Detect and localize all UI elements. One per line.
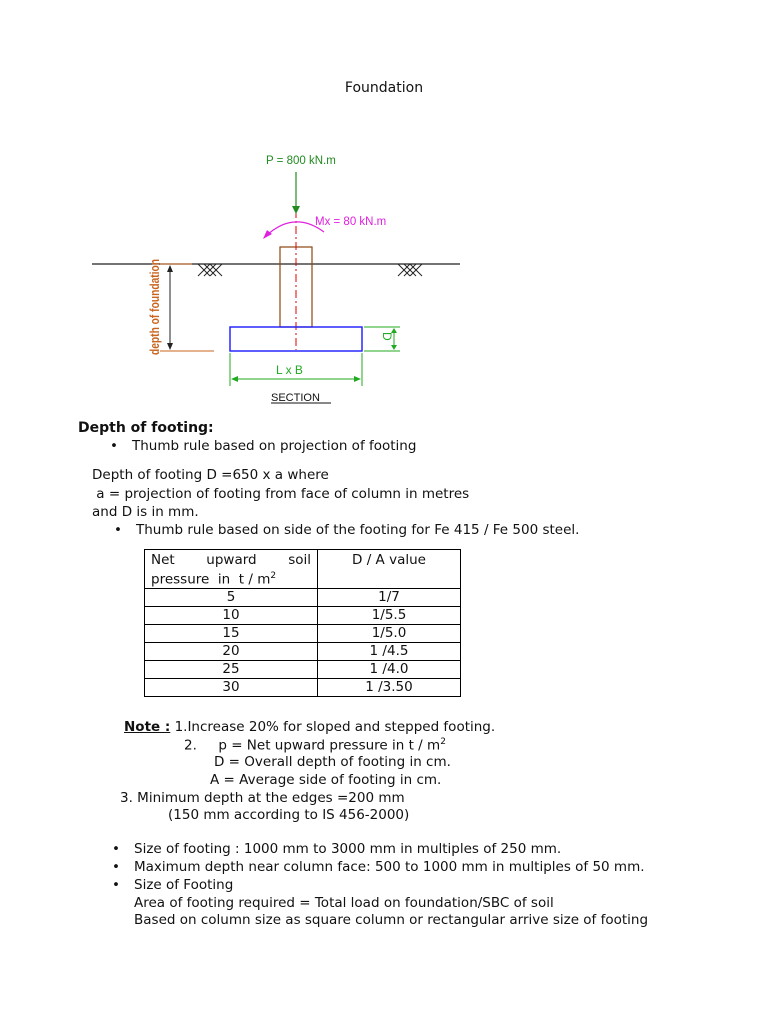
pressure-cell: 25 [145, 661, 318, 679]
header-soil-pressure: Net upward soil pressure in t / $m^2$ [145, 550, 318, 589]
table-header-row [145, 550, 461, 589]
depth-formula-line: Depth of footing D =650 x a where [92, 467, 329, 483]
table-row [145, 625, 461, 643]
area-required-line: Area of footing required = Total load on foundation/SBC of soil [134, 895, 554, 911]
bullet-max-depth: • Maximum depth near column face: 500 to 1000 mm in multiples of 50 mm. [134, 859, 645, 875]
bullet-side-rule: • Thumb rule based on side of the footing for Fe 415 / Fe 500 steel. [136, 522, 579, 538]
size-label: L x B [276, 363, 303, 377]
value-cell: 1 /4.0 [318, 661, 461, 679]
table-row [145, 661, 461, 679]
load-label: P = 800 kN.m [266, 155, 336, 167]
soil-hatch-left-icon [198, 264, 222, 276]
thickness-label: D [380, 332, 394, 341]
moment-label: Mx = 80 kN.m [315, 216, 387, 228]
bullet-projection-rule: • Thumb rule based on projection of footing [132, 438, 416, 454]
table-row [145, 607, 461, 625]
column-size-line: Based on column size as square column or rectangular arrive size of footing [134, 912, 649, 928]
value-cell: 1 /4.5 [318, 643, 461, 661]
pressure-cell: 5 [145, 589, 318, 607]
pressure-cell: 30 [145, 679, 318, 697]
value-cell: 1/7 [318, 589, 461, 607]
section-label: SECTION [271, 392, 320, 404]
pressure-cell: 20 [145, 643, 318, 661]
depth-units-line: and D is in mm. [92, 504, 199, 520]
depth-ratio-table [144, 549, 461, 697]
value-cell: 1 /3.50 [318, 679, 461, 697]
note-line-3b: (150 mm according to IS 456-2000) [168, 807, 410, 823]
table-row [145, 589, 461, 607]
note-line-2c: A = Average side of footing in cm. [210, 772, 442, 788]
table-row [145, 643, 461, 661]
note-line-2: 2. p = Net upward pressure in t / $m^2$ [184, 737, 446, 754]
load-arrowhead-icon [292, 206, 300, 214]
note-line-3: 3. Minimum depth at the edges =200 mm [120, 790, 405, 806]
table-row [145, 679, 461, 697]
foundation-section-diagram [80, 140, 480, 410]
soil-hatch-right-icon [398, 264, 422, 276]
note-line-2b: D = Overall depth of footing in cm. [214, 754, 451, 770]
bullet-footing-size: • Size of footing : 1000 mm to 3000 mm in multiples of 250 mm. [134, 841, 561, 857]
note-label: Note : [124, 719, 171, 735]
depth-label: depth of foundation [147, 232, 162, 355]
depth-of-footing-heading: Depth of footing: [78, 420, 214, 436]
pressure-cell: 15 [145, 625, 318, 643]
bullet-size-of-footing: • Size of Footing [134, 877, 233, 893]
value-cell: 1/5.5 [318, 607, 461, 625]
value-cell: 1/5.0 [318, 625, 461, 643]
note-line-1: Note : 1.Increase 20% for sloped and stepped footing. [124, 719, 496, 735]
projection-definition-line: a = projection of footing from face of column in metres [92, 486, 470, 502]
header-da-value: D / A value [318, 550, 461, 589]
page-title: Foundation [344, 80, 424, 96]
pressure-cell: 10 [145, 607, 318, 625]
